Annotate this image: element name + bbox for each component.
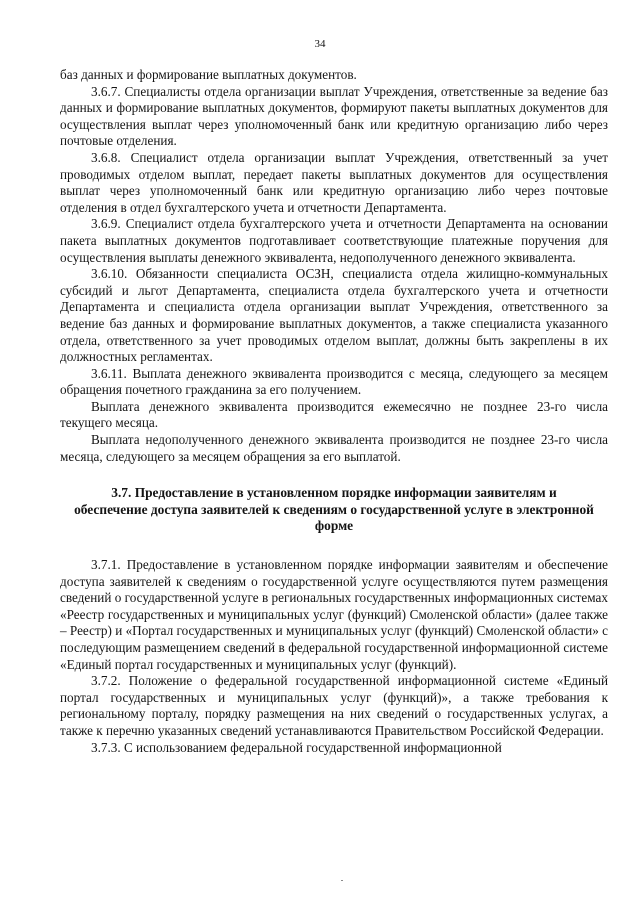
- page-number: 34: [314, 38, 326, 50]
- paragraph-3-6-10: 3.6.10. Обязанности специалиста ОСЗН, специалиста отдела жилищно-коммунальных субсидий и льгот Департамента, специалиста отдела бухгалтерского учета и отчетности Департамента и специалиста отдела организации выплат Учреждения, ответственного за ведение баз данных и формирование выплатных документов, а также специалиста указанного отдела, ответственного за учет проводимых отделом выплат, должны быть закреплены в их должностных регламентах.: [60, 266, 608, 365]
- paragraph-3-7-1: 3.7.1. Предоставление в установленном порядке информации заявителям и обеспечение доступа заявителей к сведениям о государственной услуге осуществляются путем размещения сведений о государственной услуге в региональных государственных информационных системах «Реестр государственных и муниципальных услуг (функций) Смоленской области» (далее также – Реестр) и «Портал государственных и муниципальных услуг (функций) Смоленской области» с последующим размещением сведений в федеральной государственной информационной системе «Единый портал государственных и муниципальных услуг (функций).: [60, 557, 608, 672]
- paragraph-payment-unreceived: Выплата недополученного денежного эквивалента производится не позднее 23-го числа месяца, следующего за месяцем обращения за его выплатой.: [60, 432, 608, 464]
- paragraph-3-6-8: 3.6.8. Специалист отдела организации выплат Учреждения, ответственный за учет проводимых отделом выплат, передает пакеты выплатных документов для осуществления выплат через уполномоченный банк или кредитную организацию либо через почтовые отделения в отдел бухгалтерского учета и отчетности Департамента.: [60, 149, 608, 215]
- paragraph-3-7-3: 3.7.3. С использованием федеральной государственной информационной: [91, 739, 502, 755]
- paragraph-3-6-9: 3.6.9. Специалист отдела бухгалтерского учета и отчетности Департамента на основании пакета выплатных документов подготавливает соответствующие платежные поручения для осуществления выплаты денежного эквивалента, недополученного денежного эквивалента.: [60, 216, 608, 265]
- paragraph-payment-monthly: Выплата денежного эквивалента производится ежемесячно не позднее 23-го числа текущего месяца.: [60, 398, 608, 431]
- section-heading-3-7: 3.7. Предоставление в установленном порядке информации заявителям и обеспечение доступа заявителей к сведениям о государственной услуге в электронной форме: [74, 485, 594, 534]
- scan-speck: [341, 880, 343, 881]
- paragraph-continuation: баз данных и формирование выплатных документов.: [60, 67, 357, 82]
- paragraph-3-6-11: 3.6.11. Выплата денежного эквивалента производится с месяца, следующего за месяцем обращения почетного гражданина за его получением.: [60, 365, 608, 398]
- document-body: [60, 67, 608, 756]
- paragraph-3-7-2: 3.7.2. Положение о федеральной государственной информационной системе «Единый портал государственных и муниципальных услуг (функций)», а также требования к региональному порталу, порядку размещения на них сведений о государственных услугах, а также к перечню указанных сведений устанавливаются Правительством Российской Федерации.: [60, 673, 608, 738]
- paragraph-3-6-7: 3.6.7. Специалисты отдела организации выплат Учреждения, ответственные за ведение баз данных и формирование выплатных документов, формируют пакеты выплатных документов для осуществления выплат через уполномоченный банк или кредитную организацию либо через почтовые отделения.: [60, 83, 608, 149]
